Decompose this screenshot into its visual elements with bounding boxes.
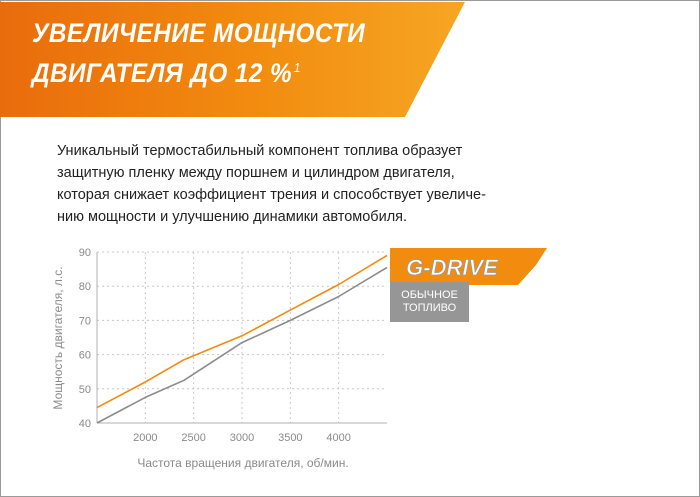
description-line: нию мощности и улучшению динамики автомобиля.: [57, 209, 408, 225]
description-line: которая снижает коэффициент трения и способствует увеличе-: [57, 187, 486, 203]
y-tick-label: 40: [78, 418, 91, 430]
legend-regular-label-line-1: ОБЫЧНОЕ: [401, 289, 458, 301]
x-tick-label: 2500: [181, 432, 206, 444]
x-tick-label: 2000: [133, 432, 158, 444]
y-axis-title: Мощность двигателя, л.с.: [51, 266, 65, 410]
page-title-text: ДВИГАТЕЛЯ ДО 12 %: [32, 58, 293, 88]
y-tick-label: 90: [78, 247, 91, 259]
legend-gdrive-label: G-DRIVE: [406, 255, 498, 280]
x-tick-label: 4000: [326, 432, 351, 444]
y-tick-label: 80: [78, 281, 91, 294]
legend-regular-label-line-2: ТОПЛИВО: [402, 302, 457, 314]
x-tick-label: 3500: [278, 432, 303, 444]
page-title-line-1: УВЕЛИЧЕНИЕ МОЩНОСТИ: [32, 18, 366, 48]
x-axis-title: Частота вращения двигателя, об/мин.: [137, 456, 349, 470]
x-tick-label: 3000: [229, 432, 255, 444]
y-tick-label: 70: [78, 315, 91, 328]
description-line: защитную пленку между поршнем и цилиндром двигателя,: [57, 165, 455, 181]
description-line: Уникальный термостабильный компонент топлива образует: [57, 143, 463, 159]
legend-regular-fuel: [390, 282, 469, 322]
footnote-marker: 1: [293, 60, 301, 75]
y-tick-label: 50: [78, 383, 91, 396]
y-tick-label: 60: [78, 349, 91, 362]
chart-grid: [97, 252, 387, 423]
